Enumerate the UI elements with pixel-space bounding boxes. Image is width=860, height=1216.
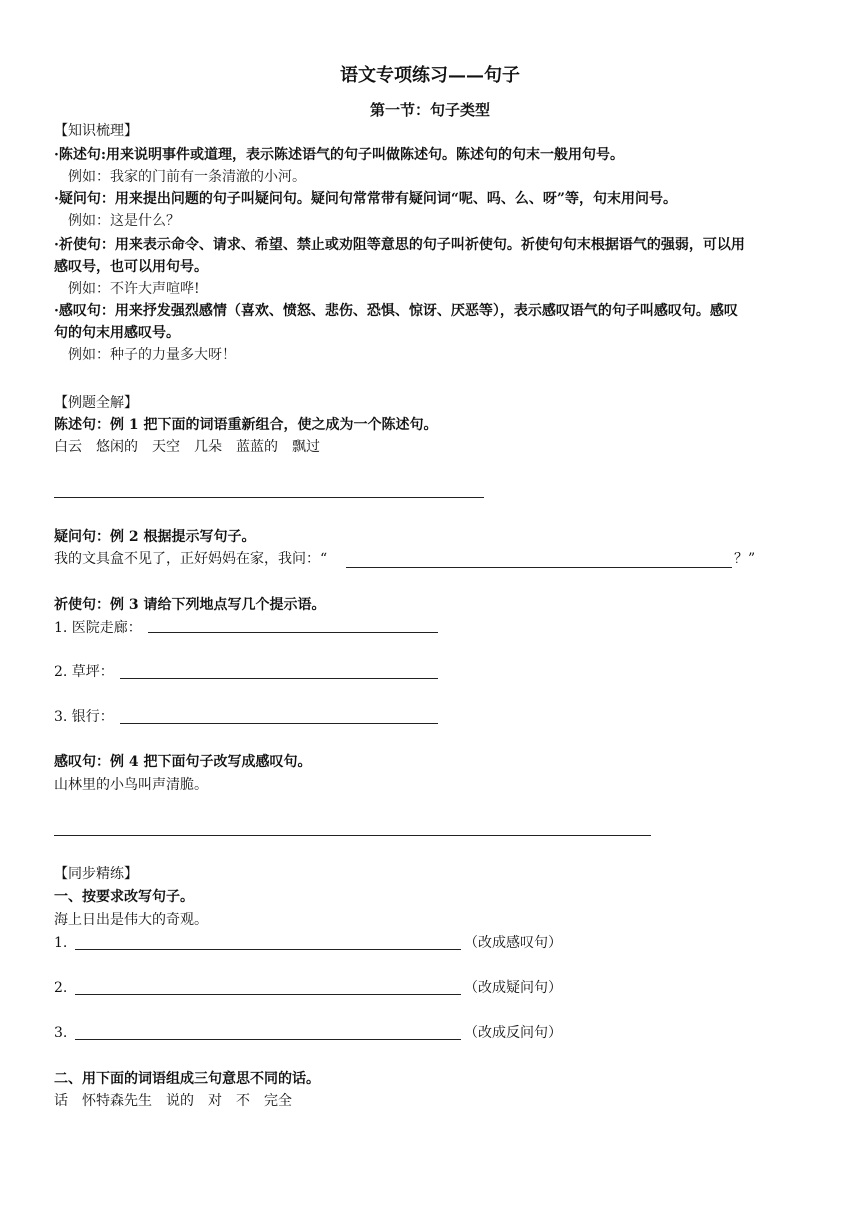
example4-prompt: 感叹句：例 4 把下面句子改写成感叹句。 [54,754,312,770]
example1-answer-line[interactable] [54,497,484,498]
example4-sentence: 山林里的小鸟叫声清脆。 [54,777,208,793]
example2-lead: 我的文具盒不见了，正好妈妈在家，我问：“ [54,551,328,567]
practice-item-1-line[interactable] [75,949,461,950]
practice-item-3-hint: （改成反问句） [464,1025,562,1041]
knowledge-imperative-line2: 感叹号，也可以用句号。 [54,259,208,275]
practice-item-3-line[interactable] [75,1039,461,1040]
example1-prompt: 陈述句：例 1 把下面的词语重新组合，使之成为一个陈述句。 [54,417,438,433]
knowledge-exclamatory-line2: 句的句末用感叹号。 [54,325,180,341]
example1-words: 白云 悠闲的 天空 几朵 蓝蓝的 飘过 [54,439,320,455]
knowledge-declarative: ·陈述句:用来说明事件或道理，表示陈述语气的句子叫做陈述句。陈述句的句末一般用句号。 [54,147,625,163]
practice-part2-title: 二、用下面的词语组成三句意思不同的话。 [54,1071,320,1087]
example3-answer-line-3[interactable] [120,723,438,724]
practice-part1-sentence: 海上日出是伟大的奇观。 [54,912,208,928]
knowledge-interrogative-example: 例如：这是什么？ [68,213,180,229]
knowledge-declarative-example: 例如：我家的门前有一条清澈的小河。 [68,169,306,185]
example2-answer-line[interactable] [346,567,732,568]
knowledge-imperative-example: 例如：不许大声喧哗! [68,281,200,297]
example4-answer-line[interactable] [54,835,651,836]
example3-place-1: 1. 医院走廊： [54,620,142,636]
example3-prompt: 祈使句：例 3 请给下列地点写几个提示语。 [54,597,326,613]
knowledge-exclamatory-line1: ·感叹句：用来抒发强烈感情（喜欢、愤怒、悲伤、恐惧、惊讶、厌恶等），表示感叹语气的句子叫感叹句。感叹 [54,303,738,319]
example2-tail: ？” [734,551,756,567]
page-title: 语文专项练习——句子 [340,65,520,86]
example3-place-2: 2. 草坪： [54,664,114,680]
practice-item-2-num: 2. [54,980,68,996]
example3-answer-line-2[interactable] [120,678,438,679]
practice-item-1-hint: （改成感叹句） [464,935,562,951]
example3-place-3: 3. 银行： [54,709,114,725]
practice-item-2-hint: （改成疑问句） [464,980,562,996]
practice-item-1-num: 1. [54,935,68,951]
practice-item-3-num: 3. [54,1025,68,1041]
knowledge-imperative-line1: ·祈使句：用来表示命令、请求、希望、禁止或劝阻等意思的句子叫祈使句。祈使句句末根据语气的强弱，可以用 [54,237,745,253]
practice-part1-title: 一、按要求改写句子。 [54,889,194,905]
example3-answer-line-1[interactable] [148,632,438,633]
knowledge-heading: 【知识梳理】 [54,123,138,139]
example2-prompt: 疑问句：例 2 根据提示写句子。 [54,529,256,545]
practice-heading: 【同步精练】 [54,866,138,882]
knowledge-exclamatory-example: 例如：种子的力量多大呀！ [68,347,236,363]
examples-heading: 【例题全解】 [54,395,138,411]
section-subtitle: 第一节：句子类型 [369,101,490,119]
practice-item-2-line[interactable] [75,994,461,995]
practice-part2-words: 话 怀特森先生 说的 对 不 完全 [54,1093,292,1109]
knowledge-interrogative: ·疑问句：用来提出问题的句子叫疑问句。疑问句常常带有疑问词“呢、吗、么、呀”等，句末用问号。 [54,191,677,207]
